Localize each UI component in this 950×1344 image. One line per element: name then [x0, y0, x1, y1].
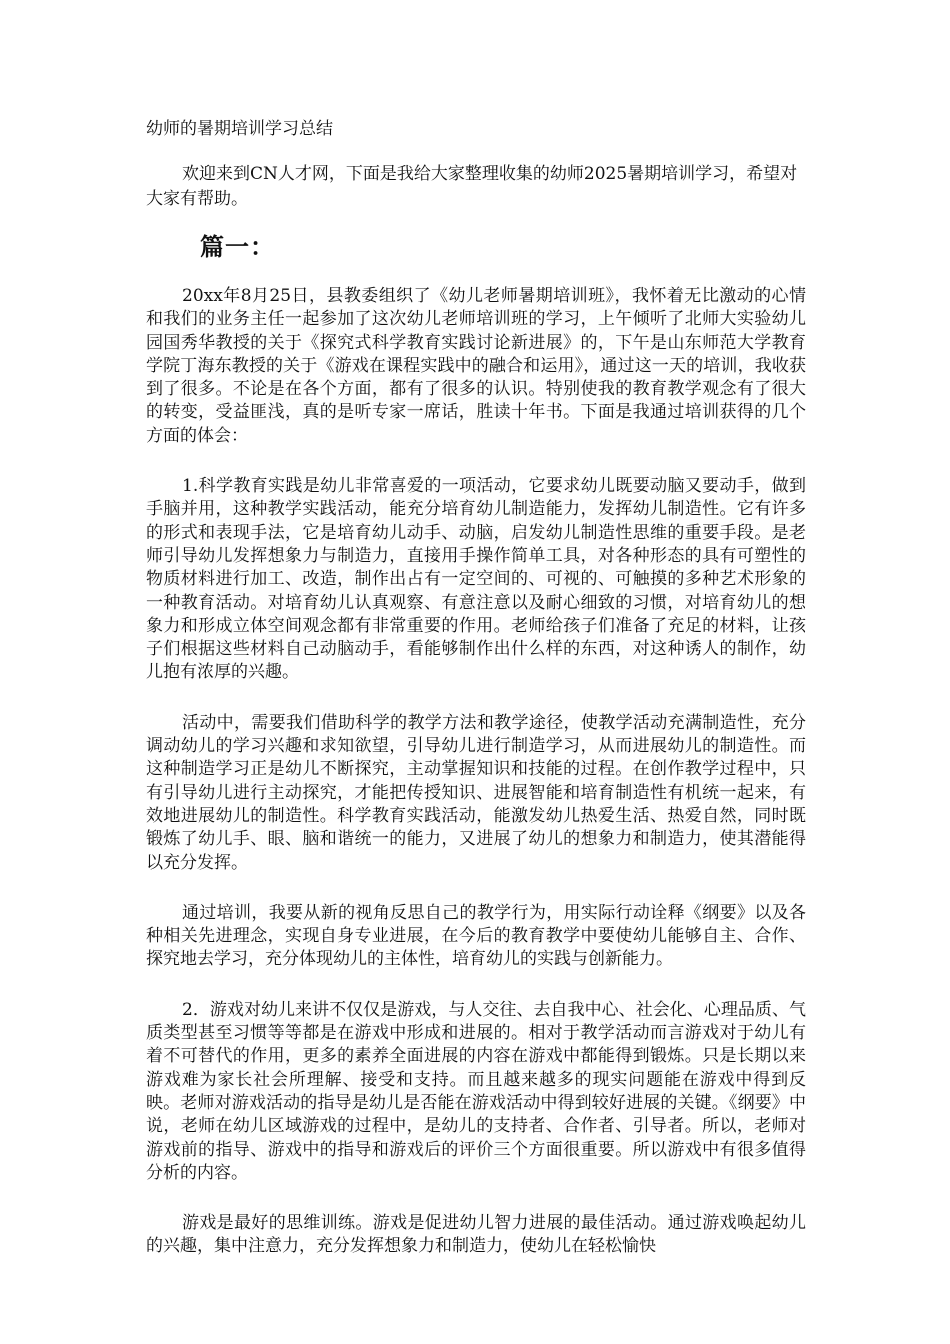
document-title: 幼师的暑期培训学习总结: [146, 119, 333, 139]
body-paragraph-1: 20xx年8月25日，县教委组织了《幼儿老师暑期培训班》，我怀着无比激动的心情和我们的业务主任一起参加了这次幼儿老师培训班的学习，上午倾听了北师大实验幼儿园国秀华教授的关于《探究式科学教育实践讨论新进展》的，下午是山东师范大学教育学院丁海东教授的关于《游戏在课程实践中的融合和运用》，通过这一天的培训，我收获到了很多。不论是在各个方面，都有了很多的认识。特别使我的教育教学观念有了很大的转变，受益匪浅，真的是听专家一席话，胜读十年书。下面是我通过培训获得的几个方面的体会：: [146, 286, 806, 446]
body-paragraph-6: 游戏是最好的思维训练。游戏是促进幼儿智力进展的最佳活动。通过游戏唤起幼儿的兴趣，集中注意力，充分发挥想象力和制造力，使幼儿在轻松愉快: [146, 1213, 806, 1257]
intro-paragraph: 欢迎来到CN人才网，下面是我给大家整理收集的幼师2025暑期培训学习，希望对大家有帮助。: [146, 164, 798, 209]
body-text: [146, 285, 806, 1286]
body-paragraph-5: 2．游戏对幼儿来讲不仅仅是游戏，与人交往、去自我中心、社会化、心理品质、气质类型甚至习惯等等都是在游戏中形成和进展的。相对于教学活动而言游戏对于幼儿有着不可替代的作用，更多的素养全面进展的内容在游戏中都能得到锻炼。只是长期以来游戏难为家长社会所理解、接受和支持。而且越来越多的现实问题能在游戏中得到反映。老师对游戏活动的指导是幼儿是否能在游戏活动中得到较好进展的关键。《纲要》中说，老师在幼儿区域游戏的过程中，是幼儿的支持者、合作者、引导者。所以，老师对游戏前的指导、游戏中的指导和游戏后的评价三个方面很重要。所以游戏中有很多值得分析的内容。: [146, 999, 806, 1183]
body-paragraph-3: 活动中，需要我们借助科学的教学方法和教学途径，使教学活动充满制造性，充分调动幼儿的学习兴趣和求知欲望，引导幼儿进行制造学习，从而进展幼儿的制造性。而这种制造学习正是幼儿不断探究，主动掌握知识和技能的过程。在创作教学过程中，只有引导幼儿进行主动探究，才能把传授知识、进展智能和培育制造性有机统一起来，有效地进展幼儿的制造性。科学教育实践活动，能激发幼儿热爱生活、热爱自然，同时既锻炼了幼儿手、眼、脑和谐统一的能力，又进展了幼儿的想象力和制造力，使其潜能得以充分发挥。: [146, 712, 806, 873]
body-paragraph-2: 1.科学教育实践是幼儿非常喜爱的一项活动，它要求幼儿既要动脑又要动手，做到手脑并用，这种教学实践活动，能充分培育幼儿制造能力，发挥幼儿制造性。它有许多的形式和表现手法，它是培育幼儿动手、动脑，启发幼儿制造性思维的重要手段。是老师引导幼儿发挥想象力与制造力，直接用手操作简单工具，对各种形态的具有可塑性的物质材料进行加工、改造，制作出占有一定空间的、可视的、可触摸的多种艺术形象的一种教育活动。对培育幼儿认真观察、有意注意以及耐心细致的习惯，对培育幼儿的想象力和形成立体空间观念都有非常重要的作用。老师给孩子们准备了充足的材料，让孩子们根据这些材料自己动脑动手，看能够制作出什么样的东西，对这种诱人的制作，幼儿抱有浓厚的兴趣。: [146, 476, 806, 683]
section-heading: 篇一：: [200, 232, 275, 261]
body-paragraph-4: 通过培训，我要从新的视角反思自己的教学行为，用实际行动诠释《纲要》以及各种相关先进理念，实现自身专业进展，在今后的教育教学中要使幼儿能够自主、合作、探究地去学习，充分体现幼儿的主体性，培育幼儿的实践与创新能力。: [146, 902, 806, 970]
